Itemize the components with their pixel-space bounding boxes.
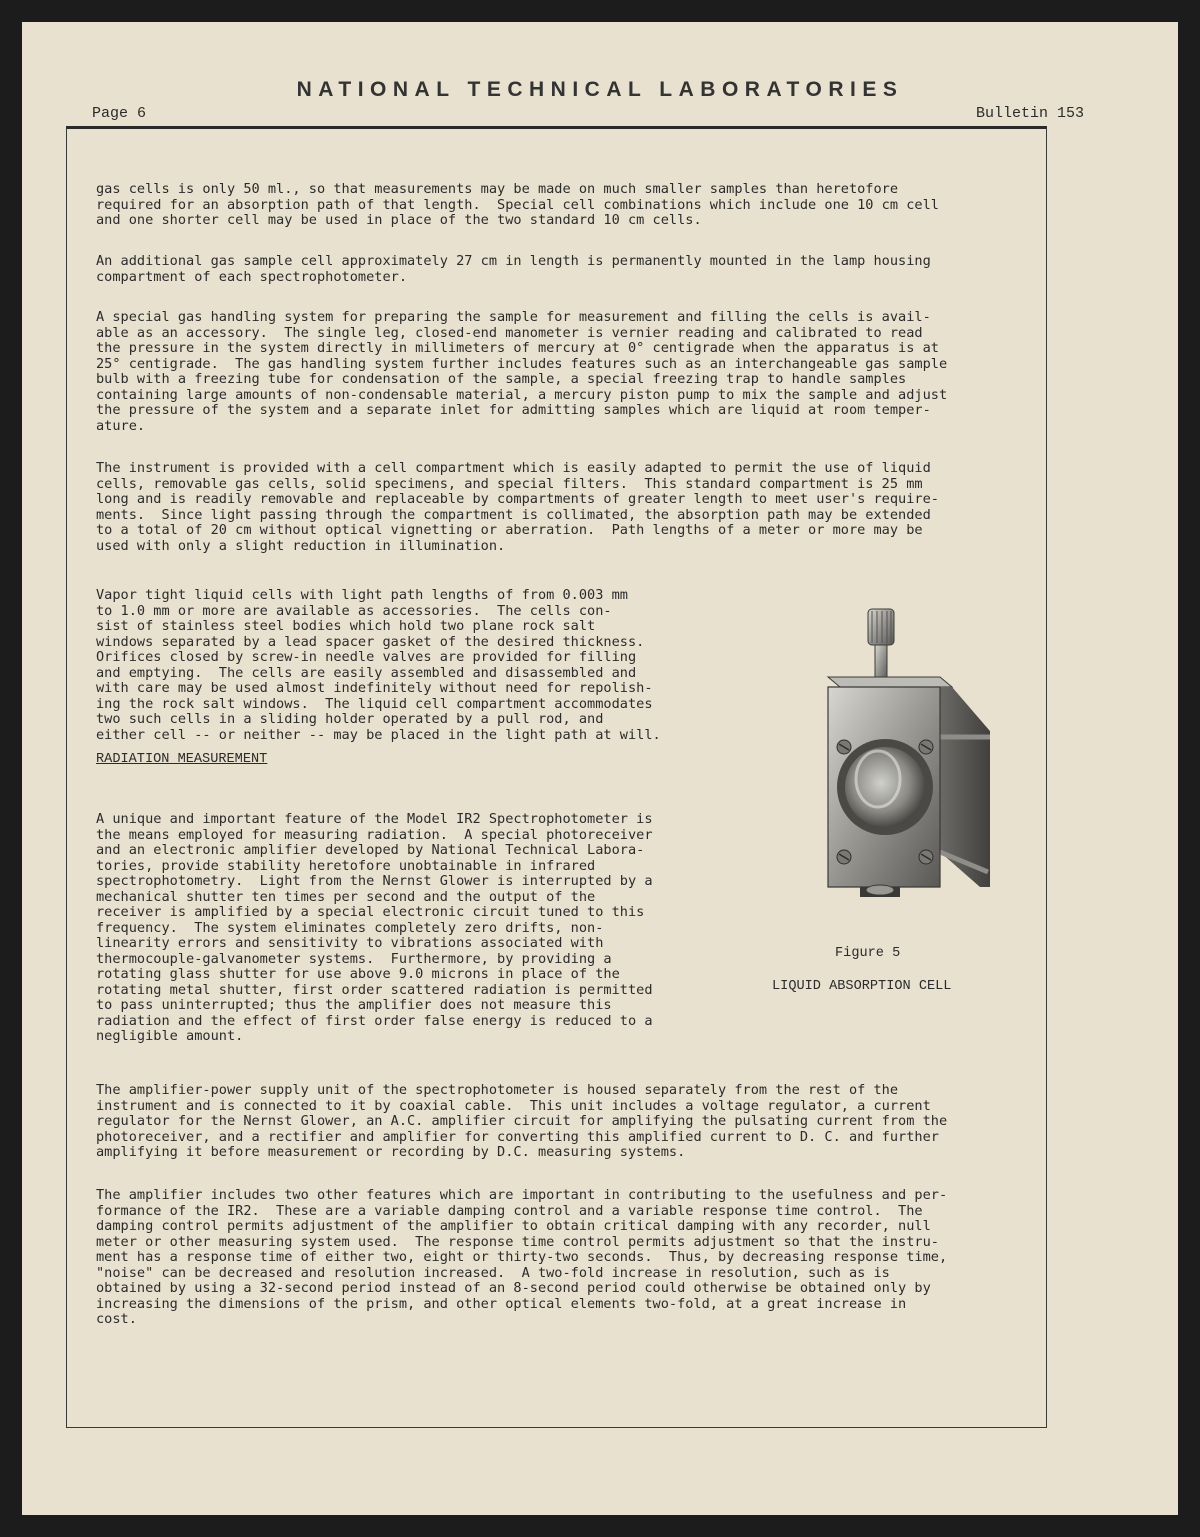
liquid-absorption-cell-photo [790,587,990,907]
bulletin-number: Bulletin 153 [975,105,1084,122]
page-number: Page 6 [92,105,147,122]
figure-number: Figure 5 [835,946,901,961]
paragraph-amplifier-supply: The amplifier-power supply unit of the spectrophotometer is housed separately from the rest of the instrument and is connected to it by coaxial cable. This unit includes a voltage regulator, a current regulator for the Nernst Glower, an A.C. amplifier circuit for amplifying the pulsating current from the photoreceiver, and a rectifier and amplifier for converting this amplified current to D. C. and further amplifying it before measurement or recording by D.C. measuring systems. [96,1082,948,1160]
paragraph-radiation: A unique and important feature of the Model IR2 Spectrophotometer is the means employed for measuring radiation. A special photoreceiver and an electronic amplifier developed by National Technical Labora- tories, provide stability heretofore unobtainable in infrared spectrophotometry. Light from the Nernst Glower is interrupted by a mechanical shutter ten times per second and the output of the receiver is amplified by a special electronic circuit tuned to this frequency. The system eliminates completely zero drifts, non- linearity errors and sensitivity to vibrations associated with thermocouple-galvanometer systems. Furthermore, by providing a rotating glass shutter for use above 9.0 microns in place of the rotating metal shutter, first order scattered radiation is permitted to pass uninterrupted; thus the amplifier does not measure this radiation and the effect of first order false energy is reduced to a negligible amount. [96,811,653,1044]
paragraph-liquid-cells: Vapor tight liquid cells with light path lengths of from 0.003 mm to 1.0 mm or more are available as accessories. The cells con- sist of stainless steel bodies which hold two plane rock salt windows separated by a lead spacer gasket of the desired thickness. Orifices closed by screw-in needle valves are provided for filling and emptying. The cells are easily assembled and disassembled and with care may be used almost indefinitely without need for repolish- ing the rock salt windows. The liquid cell compartment accommodates two such cells in a sliding holder operated by a pull rod, and either cell -- or neither -- may be placed in the light path at will. [96,587,661,743]
section-heading-radiation: RADIATION MEASUREMENT [96,752,268,767]
paragraph-sample-cell: An additional gas sample cell approximately 27 cm in length is permanently mounted in the lamp housing compartment of each spectrophotometer. [96,253,931,285]
paragraph-gas-cells: gas cells is only 50 ml., so that measurements may be made on much smaller samples than heretofore required for an absorption path of that length. Special cell combinations which include one 10 cm cell and one shorter cell may be used in place of the two standard 10 cm cells. [96,181,939,228]
paragraph-gas-handling: A special gas handling system for preparing the sample for measurement and filling the cells is avail- able as an accessory. The single leg, closed-end manometer is vernier reading and calibrated to read the pressure in the system directly in millimeters of mercury at 0° centigrade when the apparatus is at 25° centigrade. The gas handling system further includes features such as an interchangeable gas sample bulb with a freezing tube for condensation of the sample, a special freezing trap to handle samples containing large amounts of non-condensable material, a mercury piston pump to mix the sample and adjust the pressure of the system and a separate inlet for admitting samples which are liquid at room temper- ature. [96,309,948,434]
letterhead-title: NATIONAL TECHNICAL LABORATORIES [296,78,904,101]
paragraph-cell-compartment: The instrument is provided with a cell compartment which is easily adapted to permit the use of liquid cells, removable gas cells, solid specimens, and special filters. This standard compartment is 25 mm long and is readily removable and replaceable by compartments of greater length to meet user's require- ments. Since light passing through the compartment is collimated, the absorption path may be extended to a total of 20 cm without optical vignetting or aberration. Path lengths of a meter or more may be used with only a slight reduction in illumination. [96,460,939,554]
figure-caption: LIQUID ABSORPTION CELL [772,979,952,994]
paragraph-amplifier-features: The amplifier includes two other features which are important in contributing to the usefulness and per- formance of the IR2. These are a variable damping control and a variable response time control. The damping control permits adjustment of the amplifier to obtain critical damping with any recorder, null meter or other measuring system used. The response time control permits adjustment so that the instru- ment has a response time of either two, eight or thirty-two seconds. Thus, by decreasing response time, "noise" can be decreased and resolution increased. A two-fold increase in resolution, such as is obtained by using a 32-second period instead of an 8-second period could otherwise be obtained only by increasing the dimensions of the prism, and other optical elements two-fold, at a great increase in cost. [96,1187,948,1327]
